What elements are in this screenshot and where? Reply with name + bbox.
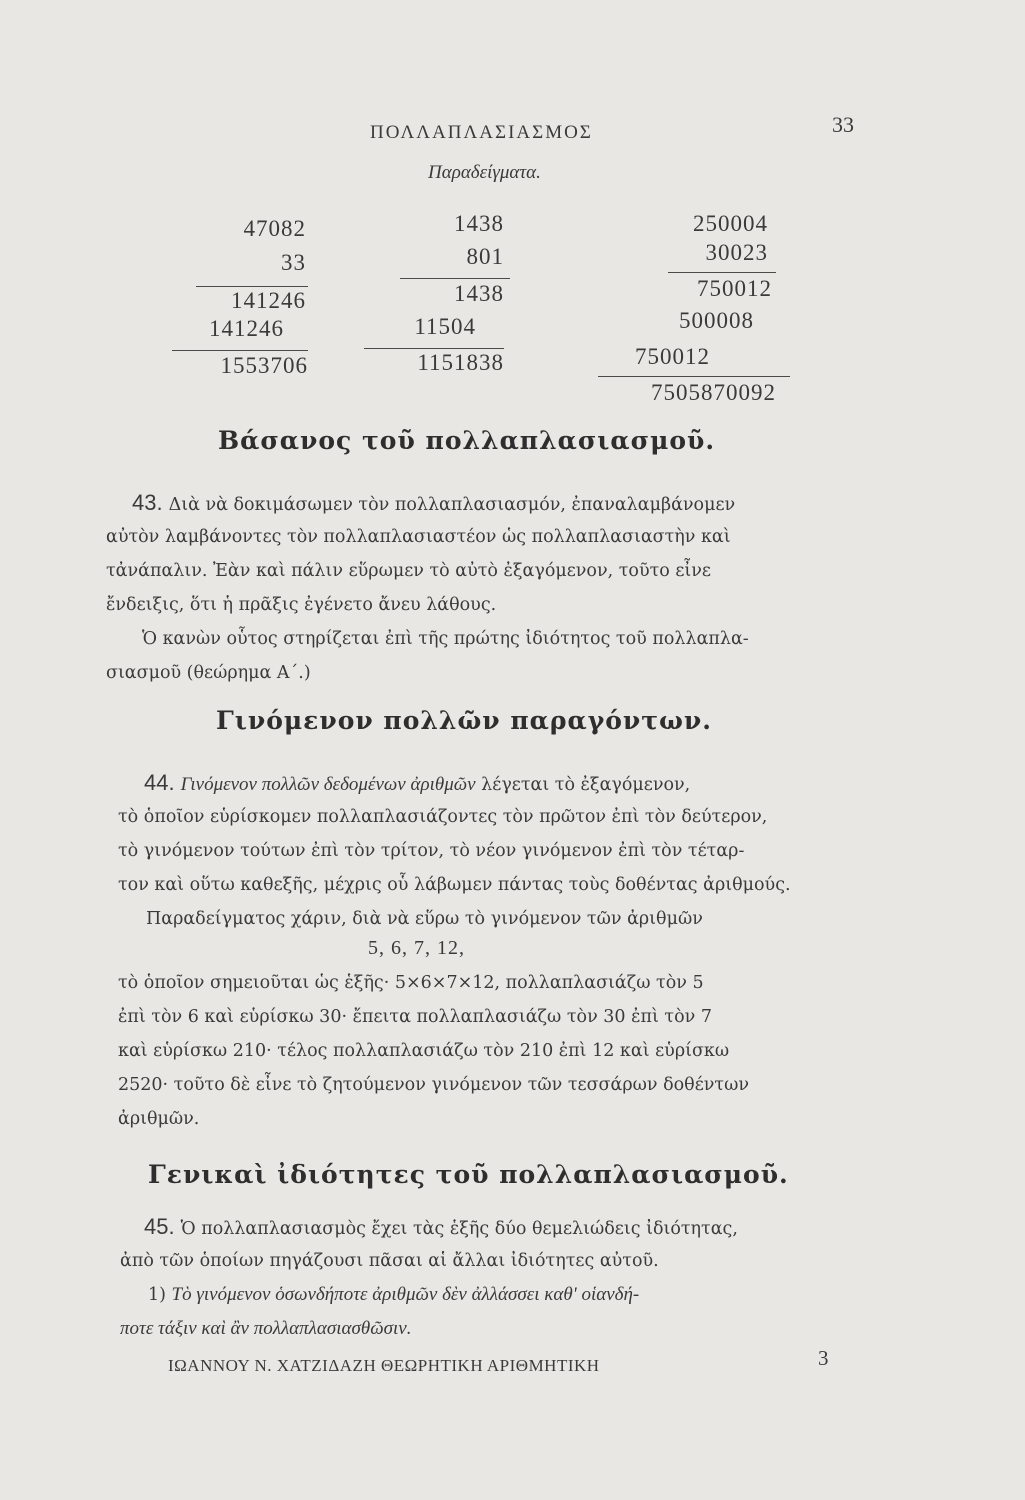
paragraph-line: καὶ εὑρίσκω 210· τέλος πολλαπλασιάζω τὸν 210 ἐπὶ 12 καὶ εὑρίσκω	[118, 1041, 730, 1061]
paragraph-line: 45. Ὁ πολλαπλασιασμὸς ἔχει τὰς ἑξῆς δύο θεμελιώδεις ἰδιότητας,	[144, 1214, 738, 1239]
paragraph-44	[144, 766, 690, 802]
product-result: 7505870092	[651, 380, 776, 405]
paragraph-43-body	[106, 520, 749, 690]
section-heading-product: Γινόμενον πολλῶν παραγόντων.	[216, 706, 712, 735]
multiplicand: 47082	[243, 216, 306, 241]
property-1	[148, 1278, 639, 1312]
multiplier: 801	[466, 244, 504, 269]
paragraph-line: τἀνάπαλιν. Ἐὰν καὶ πάλιν εὕρωμεν τὸ αὐτὸ ἐξαγόμενον, τοῦτο εἶνε	[106, 561, 711, 581]
paragraph-44-after	[118, 966, 749, 1136]
product-result: 1151838	[417, 350, 504, 375]
paragraph-line: τὸ ὁποῖον εὑρίσκομεν πολλαπλασιάζοντες τὸν πρῶτον ἐπὶ τὸν δεύτερον,	[118, 807, 768, 827]
section-heading-verification: Βάσανος τοῦ πολλαπλασιασμοῦ.	[218, 426, 716, 455]
multiplier: 33	[281, 250, 306, 275]
paragraph-44-body	[118, 800, 791, 936]
paragraph-45	[144, 1210, 738, 1246]
multiplicand: 1438	[454, 211, 504, 236]
partial-product: 141246	[231, 288, 306, 313]
paragraph-line: ἔνδειξις, ὅτι ἡ πρᾶξις ἐγένετο ἄνευ λάθους.	[106, 595, 497, 615]
rule	[668, 272, 776, 273]
book-footer: ΙΩΑΝΝΟΥ Ν. ΧΑΤΖΙΔΑΖΗ ΘΕΩΡΗΤΙΚΗ ΑΡΙΘΜΗΤΙΚΗ	[168, 1356, 600, 1375]
paragraph-line: ποτε τάξιν καὶ ἂν πολλαπλασιασθῶσιν.	[120, 1318, 412, 1339]
section-number: 43.	[132, 490, 163, 515]
partial-product: 750012	[635, 344, 710, 369]
paragraph-45-body	[120, 1244, 659, 1278]
paragraph-line: 44. Γινόμενον πολλῶν δεδομένων ἀριθμῶν λέγεται τὸ ἐξαγόμενον,	[144, 770, 691, 795]
section-number: 44.	[144, 770, 175, 795]
partial-product: 500008	[679, 308, 754, 333]
signature-mark: 3	[818, 1346, 829, 1370]
product-result: 1553706	[220, 353, 308, 378]
partial-product: 141246	[209, 316, 284, 341]
paragraph-line: σιασμοῦ (θεώρημα Α΄.)	[106, 663, 311, 683]
partial-product: 1438	[454, 281, 504, 306]
paragraph-line: τον καὶ οὕτω καθεξῆς, μέχρις οὗ λάβωμεν πάντας τοὺς δοθέντας ἀριθμούς.	[118, 875, 791, 895]
paragraph-line: τὸ γινόμενον τούτων ἐπὶ τὸν τρίτον, τὸ νέον γινόμενον ἐπὶ τὸν τέταρ-	[118, 841, 745, 861]
rule	[172, 350, 308, 351]
paragraph-line: αὐτὸν λαμβάνοντες τὸν πολλαπλασιαστέον ὡς πολλαπλασιαστὴν καὶ	[106, 527, 731, 547]
numbers-list: 5, 6, 7, 12,	[368, 937, 465, 959]
property-label: 1)	[148, 1285, 166, 1305]
section-number: 45.	[144, 1214, 175, 1239]
paragraph-43	[132, 486, 735, 522]
multiplier: 30023	[705, 240, 768, 265]
paragraph-line: 1) Τὸ γινόμενον ὁσωνδήποτε ἀριθμῶν δὲν ἀλλάσσει καθ' οἱανδή-	[148, 1284, 640, 1305]
paragraph-line: ἀριθμῶν.	[118, 1109, 200, 1129]
examples-caption: Παραδείγματα.	[428, 162, 541, 183]
paragraph-line: 2520· τοῦτο δὲ εἶνε τὸ ζητούμενον γινόμενον τῶν τεσσάρων δοθέντων	[118, 1075, 749, 1095]
rule	[400, 278, 510, 279]
paragraph-line: ἐπὶ τὸν 6 καὶ εὑρίσκω 30· ἔπειτα πολλαπλασιάζω τὸν 30 ἐπὶ τὸν 7	[118, 1007, 712, 1027]
paragraph-line: 43. Διὰ νὰ δοκιμάσωμεν τὸν πολλαπλασιασμόν, ἐπαναλαμβάνομεν	[132, 490, 736, 515]
paragraph-line: τὸ ὁποῖον σημειοῦται ὡς ἑξῆς· 5×6×7×12, πολλαπλασιάζω τὸν 5	[118, 973, 704, 993]
rule	[196, 286, 308, 287]
property-1-cont	[120, 1312, 411, 1346]
page-number: 33	[832, 112, 854, 137]
partial-product: 750012	[697, 276, 772, 301]
paragraph-line: Ὁ κανὼν οὗτος στηρίζεται ἐπὶ τῆς πρώτης ἰδιότητος τοῦ πολλαπλα-	[142, 629, 749, 649]
italic-term: Γινόμενον πολλῶν δεδομένων ἀριθμῶν	[180, 774, 476, 795]
rule	[364, 348, 504, 349]
multiplicand: 250004	[693, 211, 768, 236]
rule	[598, 376, 790, 377]
paragraph-line: ἀπὸ τῶν ὁποίων πηγάζουσι πᾶσαι αἱ ἄλλαι ἰδιότητες αὐτοῦ.	[120, 1251, 659, 1271]
paragraph-line: Παραδείγματος χάριν, διὰ νὰ εὕρω τὸ γινόμενον τῶν ἀριθμῶν	[146, 909, 703, 929]
section-heading-properties: Γενικαὶ ἰδιότητες τοῦ πολλαπλασιασμοῦ.	[148, 1160, 789, 1189]
running-header: ΠΟΛΛΑΠΛΑΣΙΑΣΜΟΣ	[370, 122, 593, 143]
partial-product: 11504	[414, 314, 476, 339]
